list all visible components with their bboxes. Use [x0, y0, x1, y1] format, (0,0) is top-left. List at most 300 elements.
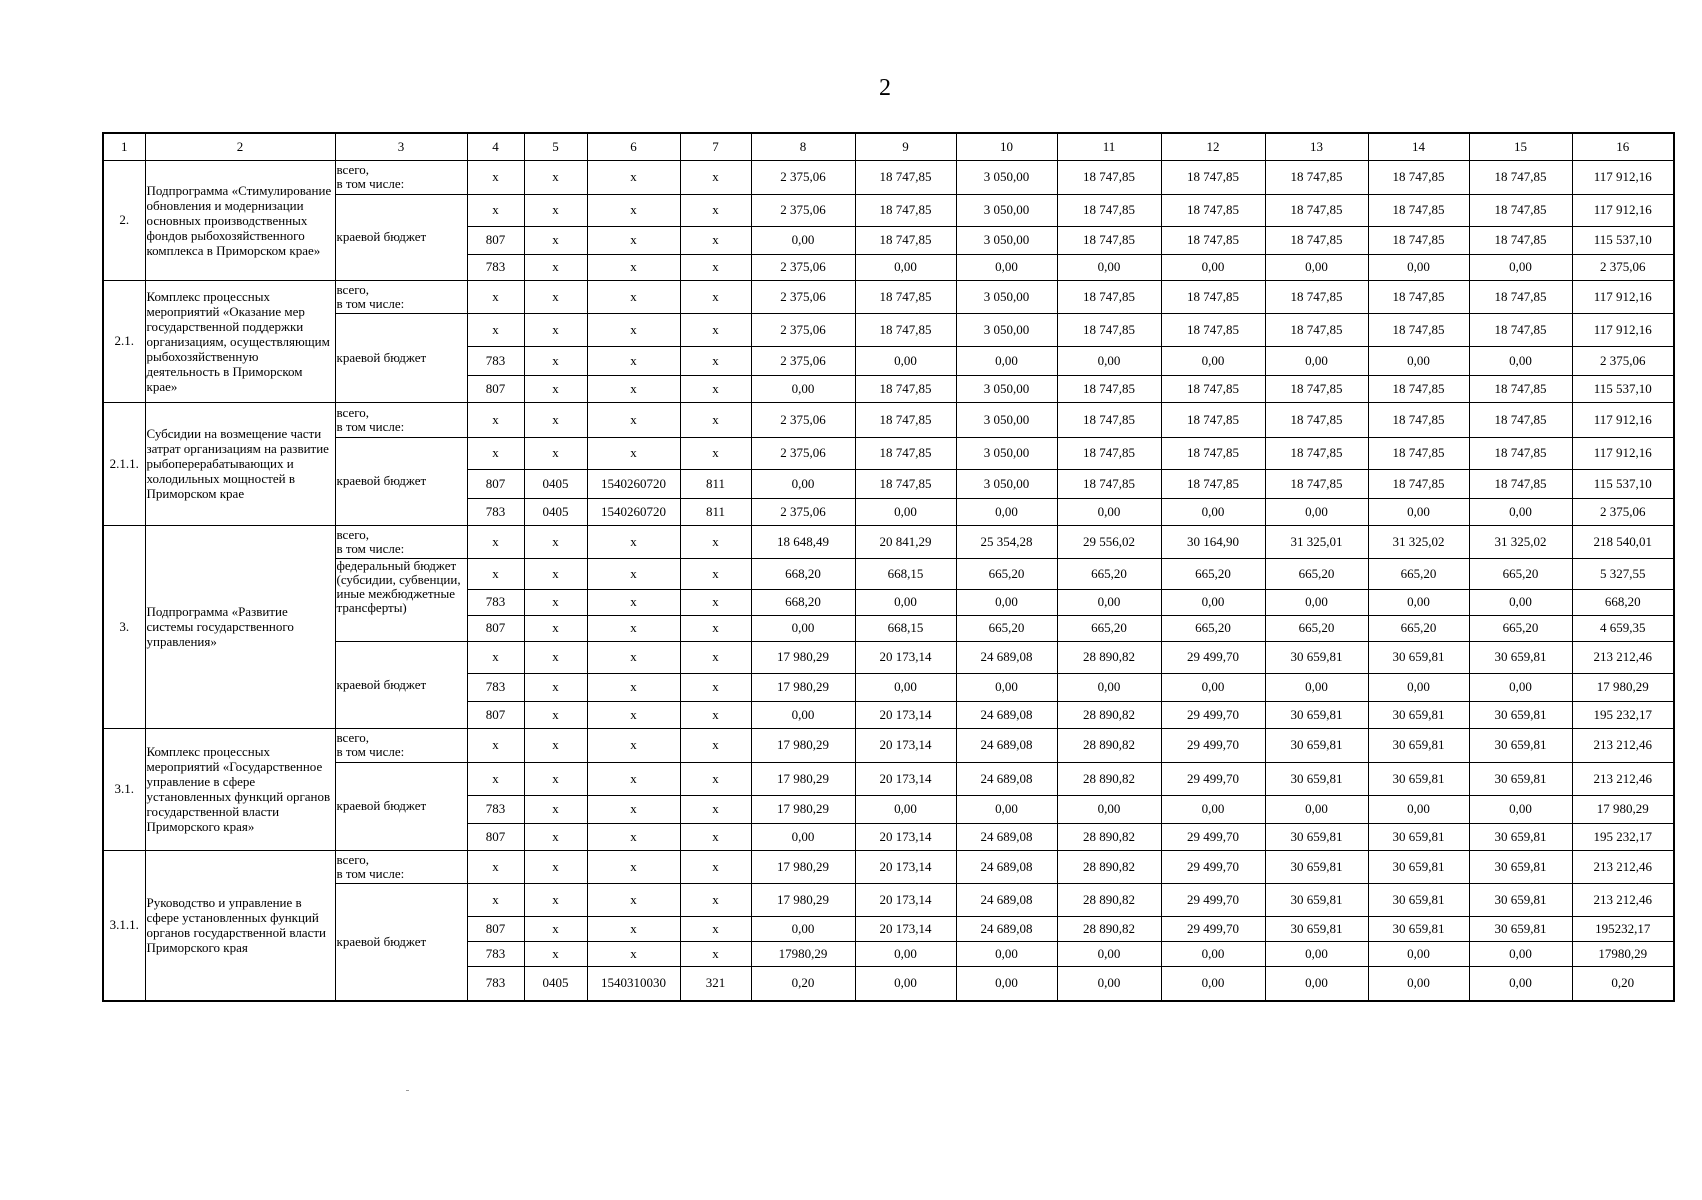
table-cell: 20 173,14 — [855, 916, 956, 941]
table-cell: 30 659,81 — [1469, 641, 1572, 673]
table-cell: x — [467, 525, 524, 558]
table-cell: 20 173,14 — [855, 850, 956, 883]
table-cell: 18 747,85 — [1368, 160, 1469, 194]
table-cell: 28 890,82 — [1057, 823, 1161, 850]
table-cell: x — [467, 728, 524, 762]
table-cell: x — [587, 194, 680, 226]
table-cell: 2 375,06 — [751, 160, 855, 194]
table-cell: x — [467, 160, 524, 194]
funding-source: всего, в том числе: — [335, 160, 467, 194]
table-cell: 24 689,08 — [956, 823, 1057, 850]
table-cell: 18 747,85 — [1057, 194, 1161, 226]
header-cell: 1 — [103, 133, 145, 160]
table-cell: x — [680, 641, 751, 673]
table-cell: x — [467, 194, 524, 226]
header-cell: 13 — [1265, 133, 1368, 160]
table-cell: x — [524, 346, 587, 375]
table-cell: 18 747,85 — [855, 280, 956, 313]
table-cell: x — [680, 226, 751, 254]
table-cell: 0,00 — [1469, 254, 1572, 280]
table-cell: x — [524, 226, 587, 254]
table-cell: x — [524, 525, 587, 558]
table-cell: 117 912,16 — [1572, 194, 1674, 226]
table-cell: 24 689,08 — [956, 850, 1057, 883]
table-cell: 29 499,70 — [1161, 728, 1265, 762]
table-cell: 18 747,85 — [1161, 469, 1265, 498]
table-cell: 665,20 — [956, 558, 1057, 589]
table-cell: x — [680, 375, 751, 402]
table-cell: 18 747,85 — [1265, 226, 1368, 254]
table-cell: 668,15 — [855, 558, 956, 589]
table-cell: 0,00 — [751, 375, 855, 402]
table-cell: x — [524, 701, 587, 728]
table-cell: x — [680, 823, 751, 850]
table-cell: 28 890,82 — [1057, 883, 1161, 916]
table-cell: x — [524, 280, 587, 313]
table-cell: x — [467, 558, 524, 589]
table-cell: 30 659,81 — [1368, 850, 1469, 883]
scan-mark — [406, 1090, 409, 1091]
table-cell: 17 980,29 — [751, 795, 855, 823]
table-cell: x — [587, 375, 680, 402]
table-cell: x — [680, 701, 751, 728]
table-cell: 807 — [467, 615, 524, 641]
table-cell: 3 050,00 — [956, 194, 1057, 226]
table-cell: 0,00 — [1265, 966, 1368, 1001]
table-cell: 0405 — [524, 498, 587, 525]
table-cell: x — [680, 615, 751, 641]
table-cell: 0405 — [524, 469, 587, 498]
table-cell: 20 173,14 — [855, 641, 956, 673]
table-cell: 783 — [467, 966, 524, 1001]
table-cell: 3 050,00 — [956, 226, 1057, 254]
table-cell: 665,20 — [1368, 558, 1469, 589]
funding-source: всего, в том числе: — [335, 280, 467, 313]
table-cell: 665,20 — [1265, 558, 1368, 589]
table-cell: x — [680, 254, 751, 280]
table-cell: 24 689,08 — [956, 883, 1057, 916]
table-cell: x — [587, 589, 680, 615]
table-cell: 213 212,46 — [1572, 883, 1674, 916]
table-cell: x — [524, 589, 587, 615]
item-number: 2. — [103, 160, 145, 280]
table-cell: 18 747,85 — [1057, 160, 1161, 194]
table-cell: 17 980,29 — [1572, 673, 1674, 701]
table-cell: x — [587, 346, 680, 375]
table-cell: 17 980,29 — [751, 883, 855, 916]
table-cell: x — [524, 313, 587, 346]
table-cell: 0,00 — [751, 823, 855, 850]
table-cell: 665,20 — [1057, 558, 1161, 589]
table-cell: 3 050,00 — [956, 469, 1057, 498]
table-cell: 30 659,81 — [1265, 883, 1368, 916]
table-cell: 30 659,81 — [1368, 728, 1469, 762]
table-cell: 28 890,82 — [1057, 701, 1161, 728]
header-row — [103, 133, 1674, 160]
table-cell: 0,00 — [1368, 589, 1469, 615]
table-cell: 20 173,14 — [855, 728, 956, 762]
table-cell: 18 747,85 — [1057, 226, 1161, 254]
table-cell: 30 659,81 — [1265, 850, 1368, 883]
table-cell: x — [524, 254, 587, 280]
table-row — [103, 160, 1674, 194]
table-cell: 30 659,81 — [1469, 823, 1572, 850]
table-cell: 20 173,14 — [855, 701, 956, 728]
header-cell: 6 — [587, 133, 680, 160]
table-cell: 18 747,85 — [1368, 375, 1469, 402]
table-cell: x — [467, 313, 524, 346]
table-cell: 213 212,46 — [1572, 762, 1674, 795]
table-cell: 18 747,85 — [1161, 194, 1265, 226]
table-cell: 0,00 — [855, 673, 956, 701]
table-cell: 0,00 — [1161, 941, 1265, 966]
table-cell: 3 050,00 — [956, 160, 1057, 194]
table-cell: x — [524, 762, 587, 795]
table-cell: x — [680, 795, 751, 823]
table-cell: 3 050,00 — [956, 375, 1057, 402]
table-cell: 18 747,85 — [1469, 160, 1572, 194]
table-cell: 2 375,06 — [1572, 498, 1674, 525]
table-cell: 18 747,85 — [1368, 226, 1469, 254]
table-row — [103, 728, 1674, 762]
table-cell: 18 747,85 — [855, 313, 956, 346]
table-cell: 2 375,06 — [751, 346, 855, 375]
table-cell: x — [524, 160, 587, 194]
header-cell: 2 — [145, 133, 335, 160]
table-cell: 18 747,85 — [1265, 402, 1368, 437]
table-cell: 668,15 — [855, 615, 956, 641]
table-cell: 0,00 — [1368, 673, 1469, 701]
header-cell: 8 — [751, 133, 855, 160]
table-cell: 29 499,70 — [1161, 916, 1265, 941]
table-cell: 18 747,85 — [1368, 280, 1469, 313]
table-cell: 18 747,85 — [855, 194, 956, 226]
table-cell: x — [680, 589, 751, 615]
table-cell: x — [587, 941, 680, 966]
table-cell: 0,00 — [1057, 589, 1161, 615]
header-cell: 7 — [680, 133, 751, 160]
table-cell: 213 212,46 — [1572, 850, 1674, 883]
table-cell: 117 912,16 — [1572, 402, 1674, 437]
table-cell: 0,00 — [1469, 941, 1572, 966]
table-cell: 0,00 — [1161, 589, 1265, 615]
table-cell: 0,00 — [1057, 673, 1161, 701]
table-cell: 0,00 — [1469, 966, 1572, 1001]
table-cell: 195 232,17 — [1572, 823, 1674, 850]
funding-source: краевой бюджет — [335, 883, 467, 1001]
table-cell: 18 747,85 — [855, 402, 956, 437]
table-cell: 28 890,82 — [1057, 762, 1161, 795]
table-cell: x — [587, 280, 680, 313]
table-cell: 668,20 — [751, 558, 855, 589]
table-cell: 17 980,29 — [751, 850, 855, 883]
table-cell: 29 499,70 — [1161, 883, 1265, 916]
header-cell: 16 — [1572, 133, 1674, 160]
table-cell: x — [587, 883, 680, 916]
table-cell: 3 050,00 — [956, 402, 1057, 437]
table-cell: 18 747,85 — [1469, 280, 1572, 313]
table-cell: 0,00 — [855, 498, 956, 525]
table-cell: x — [587, 762, 680, 795]
table-cell: 783 — [467, 673, 524, 701]
table-cell: 783 — [467, 589, 524, 615]
table-cell: 30 659,81 — [1368, 823, 1469, 850]
table-cell: 0,00 — [956, 254, 1057, 280]
table-cell: 0,00 — [855, 589, 956, 615]
table-cell: 18 747,85 — [1469, 313, 1572, 346]
table-cell: 18 747,85 — [1265, 469, 1368, 498]
table-cell: 28 890,82 — [1057, 641, 1161, 673]
table-cell: 30 659,81 — [1368, 883, 1469, 916]
table-cell: x — [680, 437, 751, 469]
table-cell: 31 325,02 — [1469, 525, 1572, 558]
table-cell: 17 980,29 — [751, 641, 855, 673]
table-cell: 18 747,85 — [1161, 437, 1265, 469]
table-cell: 2 375,06 — [1572, 346, 1674, 375]
table-cell: x — [587, 254, 680, 280]
table-cell: x — [467, 437, 524, 469]
table-cell: x — [587, 402, 680, 437]
item-number: 3. — [103, 525, 145, 728]
table-cell: 783 — [467, 941, 524, 966]
table-cell: 0,00 — [751, 615, 855, 641]
table-cell: 18 747,85 — [1057, 313, 1161, 346]
table-cell: 2 375,06 — [751, 194, 855, 226]
table-cell: 31 325,02 — [1368, 525, 1469, 558]
table-row — [103, 313, 1674, 346]
header-cell: 9 — [855, 133, 956, 160]
table-cell: 0,00 — [1057, 346, 1161, 375]
table-cell: 31 325,01 — [1265, 525, 1368, 558]
table-cell: 0,00 — [956, 966, 1057, 1001]
table-cell: 1540260720 — [587, 469, 680, 498]
table-cell: 18 747,85 — [1469, 402, 1572, 437]
table-cell: 2 375,06 — [751, 280, 855, 313]
table-cell: x — [524, 795, 587, 823]
table-cell: x — [467, 850, 524, 883]
table-cell: 0,00 — [1161, 498, 1265, 525]
funding-source: всего, в том числе: — [335, 525, 467, 558]
table-cell: x — [587, 615, 680, 641]
table-cell: x — [587, 437, 680, 469]
budget-table — [102, 132, 1675, 1002]
table-cell: 17 980,29 — [1572, 795, 1674, 823]
table-cell: x — [680, 160, 751, 194]
funding-source: всего, в том числе: — [335, 850, 467, 883]
table-cell: 0,00 — [956, 346, 1057, 375]
table-cell: 30 659,81 — [1368, 762, 1469, 795]
table-cell: x — [680, 313, 751, 346]
page-number: 2 — [879, 75, 891, 101]
item-name: Подпрограмма «Развитие системы государственного управления» — [145, 525, 335, 728]
table-cell: x — [524, 402, 587, 437]
table-cell: 0,00 — [855, 941, 956, 966]
table-cell: 18 747,85 — [1368, 313, 1469, 346]
table-cell: 18 747,85 — [1161, 226, 1265, 254]
table-cell: 0,00 — [1265, 795, 1368, 823]
funding-source: всего, в том числе: — [335, 728, 467, 762]
table-cell: x — [587, 728, 680, 762]
table-cell: 30 659,81 — [1469, 701, 1572, 728]
item-number: 2.1. — [103, 280, 145, 402]
funding-source: краевой бюджет — [335, 641, 467, 728]
table-cell: 18 747,85 — [1265, 437, 1368, 469]
item-number: 3.1.1. — [103, 850, 145, 1001]
table-cell: 17 980,29 — [751, 728, 855, 762]
header-cell: 15 — [1469, 133, 1572, 160]
header-cell: 4 — [467, 133, 524, 160]
table-cell: 30 659,81 — [1469, 850, 1572, 883]
table-cell: 0,00 — [1368, 941, 1469, 966]
table-cell: 18 747,85 — [1057, 402, 1161, 437]
table-cell: 5 327,55 — [1572, 558, 1674, 589]
table-cell: 665,20 — [1469, 558, 1572, 589]
table-cell: 2 375,06 — [751, 254, 855, 280]
table-cell: 18 747,85 — [1057, 280, 1161, 313]
table-cell: 25 354,28 — [956, 525, 1057, 558]
header-cell: 5 — [524, 133, 587, 160]
table-cell: 668,20 — [751, 589, 855, 615]
table-cell: 3 050,00 — [956, 437, 1057, 469]
table-cell: 30 659,81 — [1265, 641, 1368, 673]
table-cell: 0,00 — [751, 701, 855, 728]
table-cell: 0,00 — [1265, 673, 1368, 701]
table-cell: 30 659,81 — [1265, 823, 1368, 850]
table-cell: x — [587, 795, 680, 823]
table-cell: 0,00 — [751, 226, 855, 254]
table-cell: 30 659,81 — [1469, 883, 1572, 916]
table-cell: 0,00 — [1469, 589, 1572, 615]
table-cell: x — [467, 883, 524, 916]
table-cell: x — [680, 850, 751, 883]
table-row — [103, 437, 1674, 469]
table-cell: 665,20 — [1265, 615, 1368, 641]
table-cell: 668,20 — [1572, 589, 1674, 615]
table-cell: x — [524, 437, 587, 469]
table-cell: 18 747,85 — [1469, 226, 1572, 254]
table-cell: 20 841,29 — [855, 525, 956, 558]
table-cell: 0,00 — [1161, 346, 1265, 375]
table-row — [103, 194, 1674, 226]
table-cell: 0,00 — [956, 589, 1057, 615]
table-cell: 2 375,06 — [751, 437, 855, 469]
table-cell: 0,00 — [1161, 795, 1265, 823]
table-cell: x — [587, 850, 680, 883]
table-cell: x — [587, 823, 680, 850]
item-number: 3.1. — [103, 728, 145, 850]
table-cell: x — [680, 280, 751, 313]
table-cell: 0,00 — [1057, 254, 1161, 280]
table-cell: x — [587, 558, 680, 589]
table-cell: 0,00 — [956, 673, 1057, 701]
table-row — [103, 762, 1674, 795]
table-cell: x — [680, 883, 751, 916]
table-cell: 18 747,85 — [1057, 375, 1161, 402]
table-cell: x — [680, 916, 751, 941]
table-cell: 4 659,35 — [1572, 615, 1674, 641]
table-cell: x — [587, 916, 680, 941]
table-cell: 115 537,10 — [1572, 375, 1674, 402]
table-cell: 29 499,70 — [1161, 823, 1265, 850]
table-cell: 18 747,85 — [1161, 280, 1265, 313]
table-cell: x — [524, 883, 587, 916]
table-cell: 0,00 — [1469, 673, 1572, 701]
funding-source: краевой бюджет — [335, 313, 467, 402]
table-cell: 30 164,90 — [1161, 525, 1265, 558]
table-row — [103, 558, 1674, 589]
table-cell: 321 — [680, 966, 751, 1001]
table-row — [103, 525, 1674, 558]
table-cell: 18 747,85 — [1469, 375, 1572, 402]
table-cell: x — [524, 641, 587, 673]
table-cell: 28 890,82 — [1057, 850, 1161, 883]
table-cell: 0,00 — [1469, 795, 1572, 823]
table-cell: 18 747,85 — [1368, 402, 1469, 437]
table-cell: x — [467, 280, 524, 313]
table-cell: x — [524, 615, 587, 641]
table-cell: 18 747,85 — [1469, 437, 1572, 469]
table-cell: 0,20 — [1572, 966, 1674, 1001]
table-cell: 195 232,17 — [1572, 701, 1674, 728]
header-cell: 12 — [1161, 133, 1265, 160]
table-cell: 0,00 — [855, 254, 956, 280]
table-cell: 0,00 — [1368, 966, 1469, 1001]
table-cell: 0,20 — [751, 966, 855, 1001]
table-cell: 18 747,85 — [1265, 280, 1368, 313]
header-cell: 14 — [1368, 133, 1469, 160]
table-cell: 807 — [467, 916, 524, 941]
table-cell: 0405 — [524, 966, 587, 1001]
table-cell: 0,00 — [1469, 346, 1572, 375]
table-row — [103, 850, 1674, 883]
table-cell: 18 747,85 — [855, 160, 956, 194]
table-cell: 0,00 — [1161, 673, 1265, 701]
table-cell: 783 — [467, 346, 524, 375]
header-cell: 11 — [1057, 133, 1161, 160]
table-cell: 0,00 — [1057, 795, 1161, 823]
table-cell: 20 173,14 — [855, 823, 956, 850]
table-cell: 117 912,16 — [1572, 280, 1674, 313]
table-cell: 30 659,81 — [1265, 701, 1368, 728]
table-row — [103, 402, 1674, 437]
item-name: Руководство и управление в сфере установленных функций органов государственной власти Приморского края — [145, 850, 335, 1001]
table-cell: 18 747,85 — [1265, 194, 1368, 226]
table-cell: 0,00 — [1368, 254, 1469, 280]
table-cell: 24 689,08 — [956, 701, 1057, 728]
table-cell: 18 747,85 — [1161, 313, 1265, 346]
table-cell: 30 659,81 — [1368, 641, 1469, 673]
table-cell: 115 537,10 — [1572, 469, 1674, 498]
table-cell: 0,00 — [1265, 254, 1368, 280]
table-cell: x — [587, 226, 680, 254]
table-cell: 2 375,06 — [751, 402, 855, 437]
table-cell: x — [587, 641, 680, 673]
table-cell: 0,00 — [956, 795, 1057, 823]
table-cell: 30 659,81 — [1265, 916, 1368, 941]
table-cell: 18 747,85 — [1368, 194, 1469, 226]
item-name: Субсидии на возмещение части затрат организациям на развитие рыбоперерабатывающих и холодильных мощностей в Приморском крае — [145, 402, 335, 525]
table-cell: 665,20 — [1161, 558, 1265, 589]
table-cell: 0,00 — [1161, 966, 1265, 1001]
table-cell: 18 747,85 — [1057, 469, 1161, 498]
table-cell: x — [524, 850, 587, 883]
table-cell: 2 375,06 — [1572, 254, 1674, 280]
table-cell: 807 — [467, 469, 524, 498]
table-cell: 665,20 — [956, 615, 1057, 641]
table-cell: x — [680, 673, 751, 701]
table-cell: 0,00 — [1265, 346, 1368, 375]
table-cell: x — [467, 762, 524, 795]
